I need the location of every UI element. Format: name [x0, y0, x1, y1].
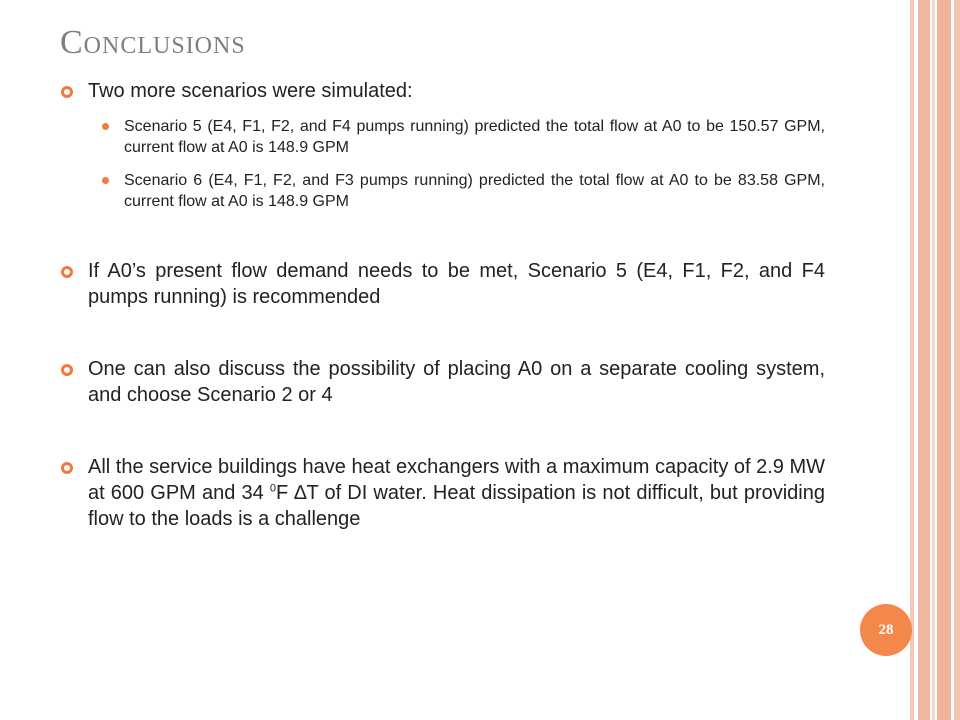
bullet-text: One can also discuss the possibility of placing A0 on a separate cooling system, and choose Scenario 2 or 4	[88, 358, 825, 406]
sub-bullet-icon	[102, 177, 109, 184]
page-number-badge: 28	[860, 604, 912, 656]
bullet-item	[60, 454, 825, 532]
bullet-item	[60, 78, 825, 212]
stripe	[937, 0, 951, 720]
bullet-icon	[60, 265, 74, 279]
stripe	[910, 0, 914, 720]
sub-bullet-text: Scenario 6 (E4, F1, F2, and F3 pumps running) predicted the total flow at A0 to be 83.58 GPM, current flow at A0 is 148.9 GPM	[124, 172, 825, 210]
decorative-stripes	[910, 0, 960, 720]
bullet-text-part: F ∆T of DI water. Heat dissipation is not difficult, but providing flow to the loads is a challenge	[88, 482, 825, 530]
bullet-text: If A0’s present flow demand needs to be met, Scenario 5 (E4, F1, F2, and F4 pumps running) is recommended	[88, 260, 825, 308]
stripe	[918, 0, 930, 720]
sub-bullet-text: Scenario 5 (E4, F1, F2, and F4 pumps running) predicted the total flow at A0 to be 150.57 GPM, current flow at A0 is 148.9 GPM	[124, 118, 825, 156]
bullet-text	[88, 456, 825, 530]
bullet-text: Two more scenarios were simulated:	[88, 80, 413, 102]
slide-body	[60, 78, 825, 532]
bullet-item	[60, 258, 825, 310]
bullet-icon	[60, 461, 74, 475]
stripe	[932, 0, 935, 720]
sub-bullet-item	[88, 170, 825, 212]
stripe	[954, 0, 960, 720]
sub-bullet-item	[88, 116, 825, 158]
superscript: 0	[269, 482, 276, 495]
sub-bullet-icon	[102, 123, 109, 130]
bullet-text-part: All the service buildings have heat exchangers with a maximum capacity of 2.9 MW at 600 GPM and 34	[88, 456, 826, 504]
bullet-icon	[60, 363, 74, 377]
bullet-icon	[60, 85, 74, 99]
bullet-item	[60, 356, 825, 408]
slide-title: Conclusions	[60, 24, 246, 61]
